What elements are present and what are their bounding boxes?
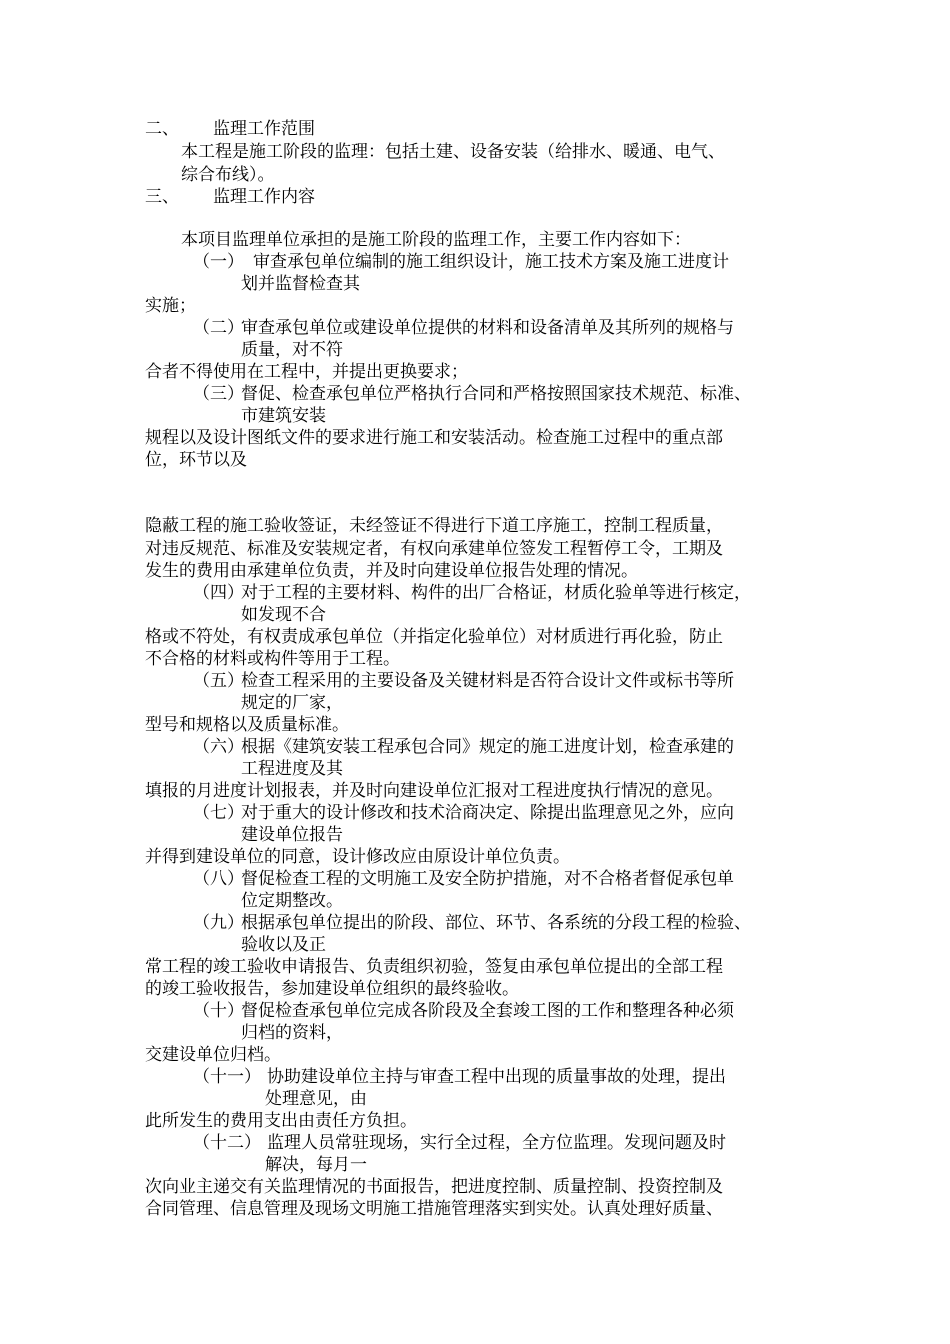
body-line: 隐蔽工程的施工验收签证，未经签证不得进行下道工序施工，控制工程质量， bbox=[145, 516, 723, 536]
list-item-heading bbox=[193, 383, 751, 405]
item-text-cont: 归档的资料， bbox=[241, 1023, 343, 1043]
item-text: 对于重大的设计修改和技术洽商决定、除提出监理意见之外，应向 bbox=[241, 803, 734, 823]
item-text-cont: 划并监督检查其 bbox=[241, 274, 360, 294]
item-text-cont: 如发现不合 bbox=[241, 605, 326, 625]
list-item-heading bbox=[193, 1000, 734, 1022]
item-text: 督促检查承包单位完成各阶段及全套竣工图的工作和整理各种必须 bbox=[241, 1001, 734, 1021]
body-line: 型号和规格以及质量标准。 bbox=[145, 715, 349, 735]
list-item-heading bbox=[193, 802, 734, 824]
item-text-cont: 建设单位报告 bbox=[241, 825, 343, 845]
list-item-heading bbox=[193, 582, 751, 604]
section-number: 三、 bbox=[145, 187, 179, 207]
item-text: 检查工程采用的主要设备及关键材料是否符合设计文件或标书等所 bbox=[241, 671, 734, 691]
list-item-heading bbox=[193, 868, 734, 890]
body-line: 格或不符处，有权责成承包单位（并指定化验单位）对材质进行再化验，防止 bbox=[145, 627, 723, 647]
body-line: 交建设单位归档。 bbox=[145, 1045, 281, 1065]
list-item-heading bbox=[193, 1132, 726, 1154]
paragraph-line: 综合布线）。 bbox=[181, 165, 275, 185]
item-text: 审查承包单位编制的施工组织设计，施工技术方案及施工进度计 bbox=[253, 252, 729, 272]
list-item-heading bbox=[193, 912, 751, 934]
item-number: （十一） bbox=[193, 1067, 261, 1087]
list-item-heading bbox=[193, 670, 734, 692]
section-heading-2 bbox=[145, 118, 315, 140]
item-text: 监理人员常驻现场，实行全过程，全方位监理。发现问题及时 bbox=[267, 1133, 726, 1153]
list-item-heading bbox=[193, 251, 729, 273]
list-item-heading bbox=[193, 736, 734, 758]
item-number: （十） bbox=[193, 1001, 244, 1021]
body-line: 的竣工验收报告，参加建设单位组织的最终验收。 bbox=[145, 979, 519, 999]
body-line: 位，环节以及 bbox=[145, 450, 247, 470]
item-text-cont: 位定期整改。 bbox=[241, 891, 343, 911]
body-line: 不合格的材料或构件等用于工程。 bbox=[145, 649, 400, 669]
item-text-cont: 质量，对不符 bbox=[241, 340, 343, 360]
item-number: （一） bbox=[193, 252, 244, 272]
body-line: 规程以及设计图纸文件的要求进行施工和安装活动。检查施工过程中的重点部 bbox=[145, 428, 723, 448]
section-title: 监理工作范围 bbox=[213, 119, 315, 139]
item-text: 对于工程的主要材料、构件的出厂合格证，材质化验单等进行核定， bbox=[241, 583, 751, 603]
list-item-heading bbox=[193, 1066, 726, 1088]
item-text-cont: 市建筑安装 bbox=[241, 406, 326, 426]
item-number: （九） bbox=[193, 913, 244, 933]
item-text: 根据《建筑安装工程承包合同》规定的施工进度计划，检查承建的 bbox=[241, 737, 734, 757]
body-line: 次向业主递交有关监理情况的书面报告，把进度控制、质量控制、投资控制及 bbox=[145, 1177, 723, 1197]
item-text-cont: 验收以及正 bbox=[241, 935, 326, 955]
item-number: （五） bbox=[193, 671, 244, 691]
body-line: 对违反规范、标准及安装规定者，有权向承建单位签发工程暂停工令，工期及 bbox=[145, 539, 723, 559]
item-number: （十二） bbox=[193, 1133, 261, 1153]
body-line: 常工程的竣工验收申请报告、负责组织初验，签复由承包单位提出的全部工程 bbox=[145, 957, 723, 977]
section-heading-3 bbox=[145, 186, 315, 208]
item-text: 审查承包单位或建设单位提供的材料和设备清单及其所列的规格与 bbox=[241, 318, 734, 338]
paragraph-line: 本工程是施工阶段的监理：包括土建、设备安装（给排水、暖通、电气、 bbox=[181, 142, 725, 162]
item-number: （三） bbox=[193, 384, 244, 404]
item-text-cont: 规定的厂家， bbox=[241, 693, 343, 713]
item-text-cont: 处理意见，由 bbox=[265, 1089, 367, 1109]
item-text: 督促、检查承包单位严格执行合同和严格按照国家技术规范、标准、 bbox=[241, 384, 751, 404]
item-number: （六） bbox=[193, 737, 244, 757]
item-number: （二） bbox=[193, 318, 244, 338]
item-text-cont: 工程进度及其 bbox=[241, 759, 343, 779]
section-number: 二、 bbox=[145, 119, 179, 139]
intro-paragraph: 本项目监理单位承担的是施工阶段的监理工作，主要工作内容如下： bbox=[181, 230, 691, 250]
item-text-cont: 解决，每月一 bbox=[265, 1155, 367, 1175]
item-number: （八） bbox=[193, 869, 244, 889]
body-line: 此所发生的费用支出由责任方负担。 bbox=[145, 1111, 417, 1131]
item-text: 督促检查工程的文明施工及安全防护措施，对不合格者督促承包单 bbox=[241, 869, 734, 889]
body-line: 发生的费用由承建单位负责，并及时向建设单位报告处理的情况。 bbox=[145, 561, 638, 581]
body-line: 填报的月进度计划报表，并及时向建设单位汇报对工程进度执行情况的意见。 bbox=[145, 781, 723, 801]
body-line: 合同管理、信息管理及现场文明施工措施管理落实到实处。认真处理好质量、 bbox=[145, 1199, 723, 1219]
item-text: 协助建设单位主持与审查工程中出现的质量事故的处理，提出 bbox=[267, 1067, 726, 1087]
body-line: 合者不得使用在工程中，并提出更换要求； bbox=[145, 362, 468, 382]
item-number: （七） bbox=[193, 803, 244, 823]
section-title: 监理工作内容 bbox=[213, 187, 315, 207]
item-number: （四） bbox=[193, 583, 244, 603]
body-line: 并得到建设单位的同意，设计修改应由原设计单位负责。 bbox=[145, 847, 570, 867]
list-item-heading bbox=[193, 317, 734, 339]
item-text: 根据承包单位提出的阶段、部位、环节、各系统的分段工程的检验、 bbox=[241, 913, 751, 933]
body-line: 实施； bbox=[145, 296, 196, 316]
